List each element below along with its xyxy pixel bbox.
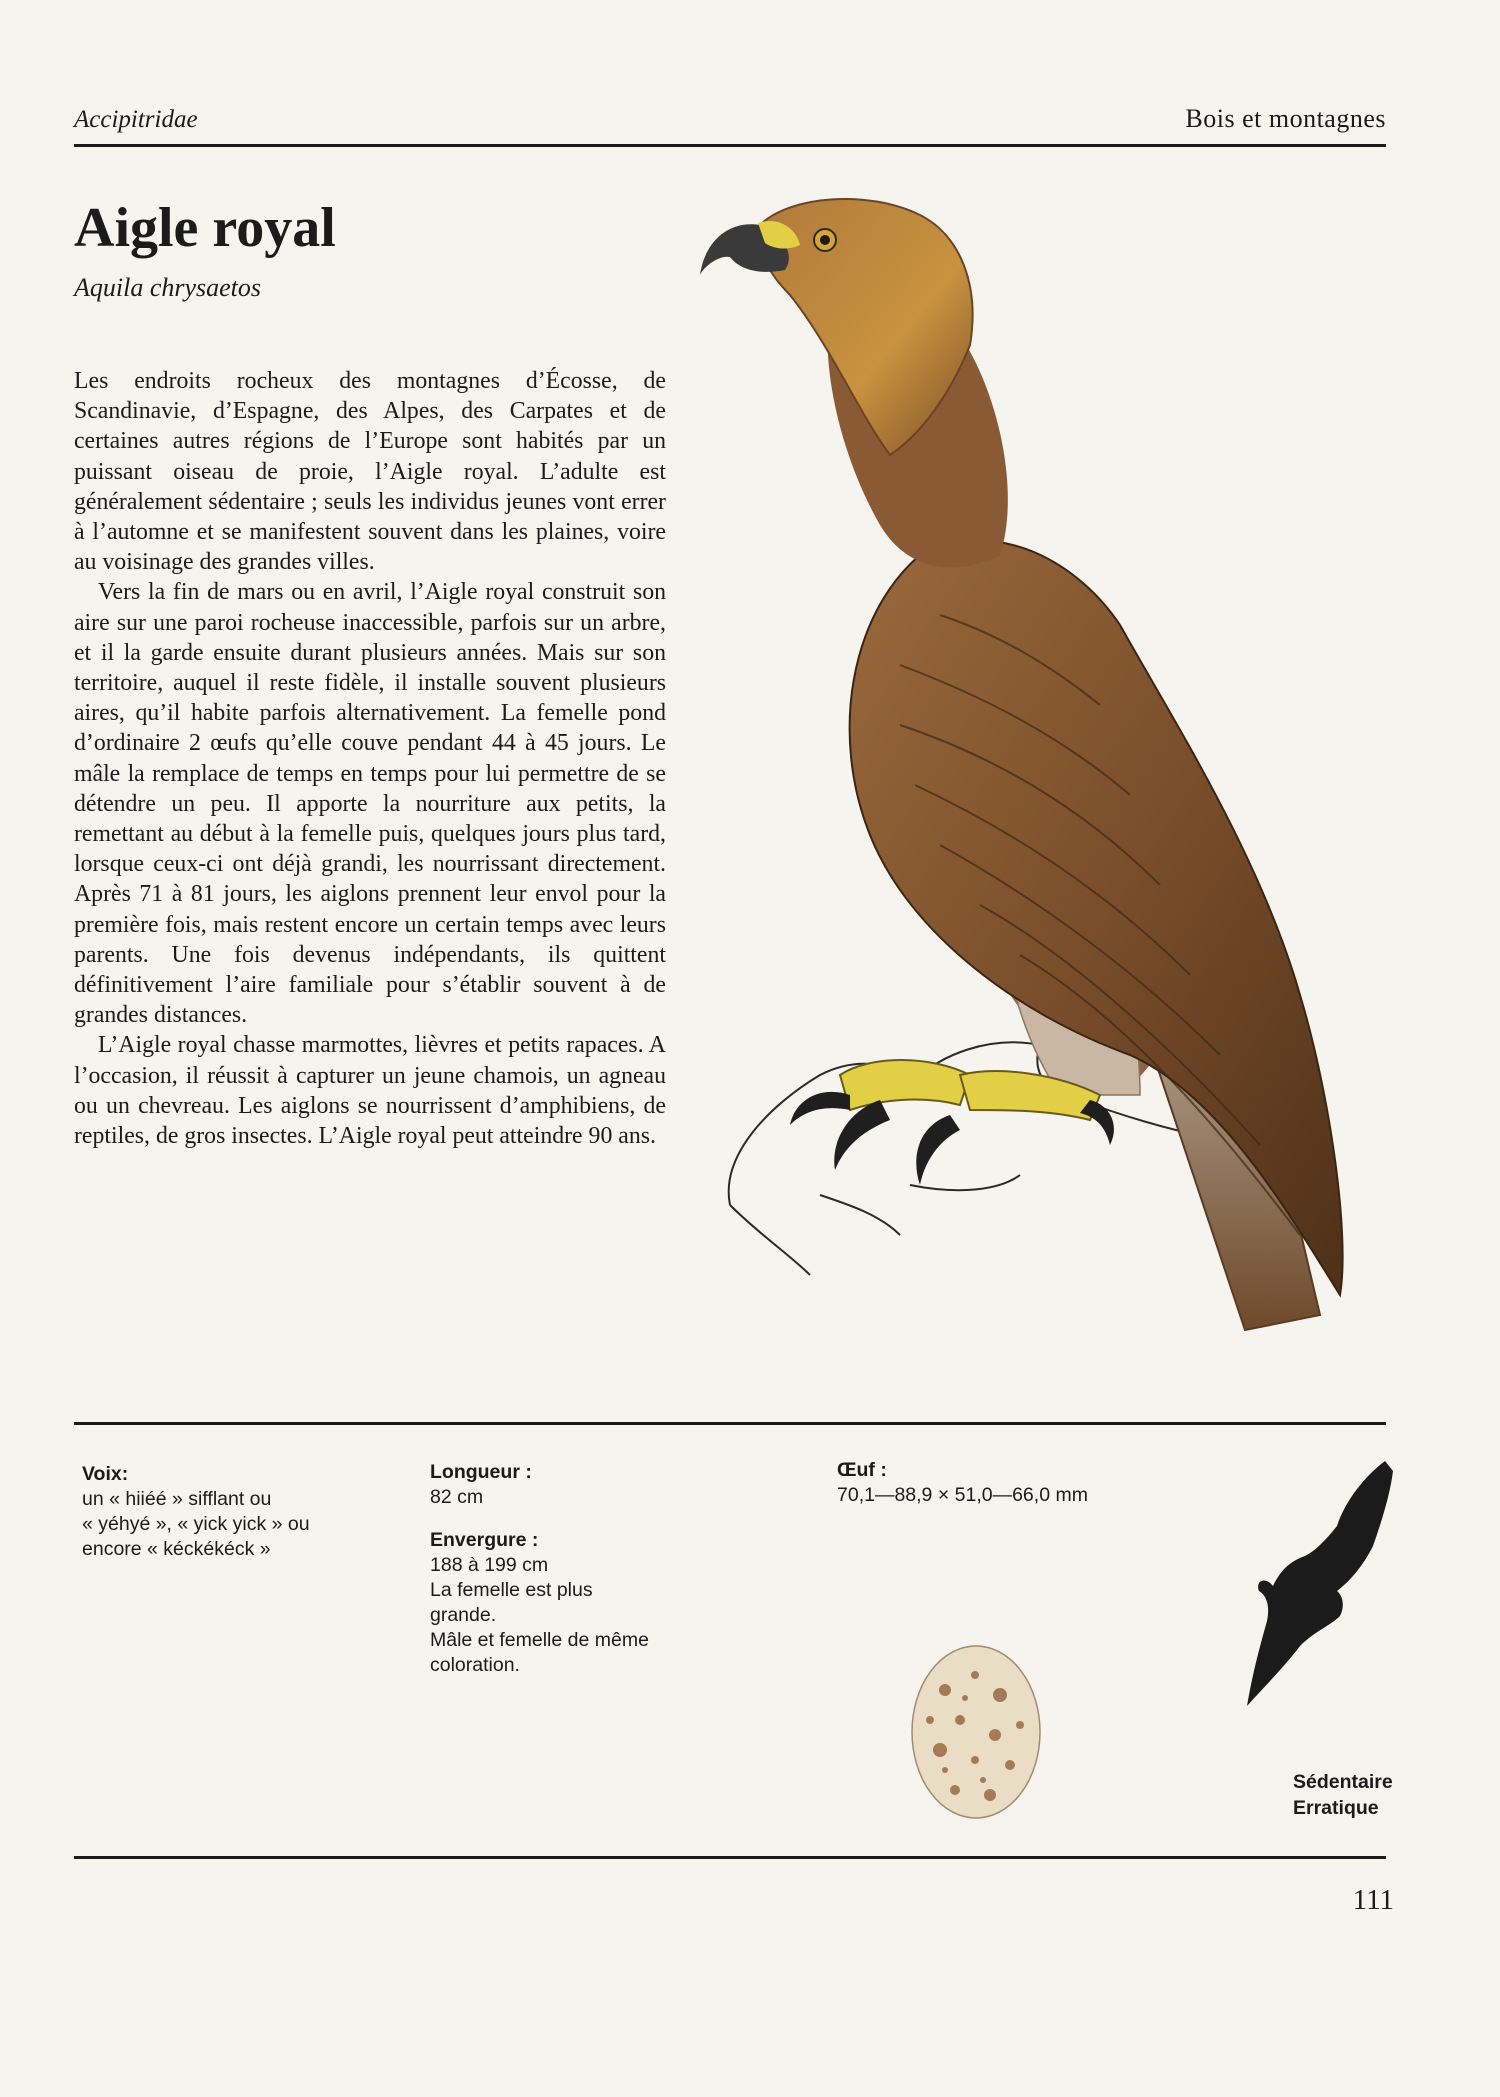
size-info: [430, 1460, 710, 1678]
info-top-rule: [74, 1422, 1386, 1425]
status-line: Sédentaire: [1293, 1771, 1393, 1793]
migration-status: [1293, 1769, 1393, 1821]
egg-dimensions: 70,1—88,9 × 51,0—66,0 mm: [837, 1484, 1088, 1506]
length-label: Longueur :: [430, 1461, 532, 1483]
page-number: 111: [1352, 1884, 1394, 1916]
latin-name: Aquila chrysaetos: [74, 273, 262, 302]
egg-info: [837, 1458, 1157, 1508]
header-rule: [74, 144, 1386, 147]
species-description: [74, 366, 666, 1151]
info-bottom-rule: [74, 1856, 1386, 1859]
wingspan-line: La femelle est plus: [430, 1579, 593, 1601]
paragraph-2: Vers la fin de mars ou en avril, l’Aigle royal construit son aire sur une paroi rocheuse inaccessible, parfois sur un arbre, et il la garde ensuite durant plusieurs années. Mais sur son territoire, auquel il reste fidèle, il installe souvent plusieurs aires, qu’il habite parfois alternativement. La femelle pond d’ordinaire 2 œufs qu’elle couve pendant 44 à 45 jours. Le mâle la remplace de temps en temps pour lui permettre de se détendre un peu. Il apporte la nourriture aux petits, la remettant au début à la femelle puis, quelques jours plus tard, lorsque ceux-ci ont déjà grandi, les nourrissant directement. Après 71 à 81 jours, les aiglons prennent leur envol pour la première fois, mais restent encore un certain temps avec leurs parents. Une fois devenus indépendants, ils quittent définitivement l’aire familiale pour s’établir souvent à de grandes distances.: [74, 579, 666, 1029]
species-title: Aigle royal: [74, 197, 336, 259]
perched-golden-eagle-illustration: [700, 195, 1460, 1405]
status-line: Erratique: [1293, 1797, 1379, 1819]
family-name: Accipitridae: [74, 106, 198, 133]
habitat-heading: Bois et montagnes: [1185, 104, 1386, 133]
wingspan-line: 188 à 199 cm: [430, 1554, 549, 1576]
egg-label: Œuf :: [837, 1459, 887, 1481]
wingspan-line: grande.: [430, 1604, 497, 1626]
wing: [850, 541, 1343, 1295]
wingspan-label: Envergure :: [430, 1529, 539, 1551]
wingspan-line: Mâle et femelle de même: [430, 1629, 649, 1651]
voice-line: un « hiiéé » sifflant ou: [82, 1488, 272, 1510]
voice-line: encore « kéckékéck »: [82, 1538, 271, 1560]
paragraph-3: L’Aigle royal chasse marmottes, lièvres et petits rapaces. A l’occasion, il réussit à capturer un jeune chamois, un agneau ou un chevreau. Les aiglons se nourrissent d’amphibiens, de reptiles, de gros insectes. L’Aigle royal peut atteindre 90 ans.: [74, 1032, 666, 1150]
voice-label: Voix:: [82, 1463, 129, 1485]
voice-line: « yéhyé », « yick yick » ou: [82, 1513, 310, 1535]
voice-info: [82, 1462, 362, 1562]
length-value: 82 cm: [430, 1486, 484, 1508]
speckled-egg-illustration: [905, 1640, 1047, 1824]
flying-eagle-silhouette-icon: [1245, 1456, 1395, 1716]
wingspan-line: coloration.: [430, 1654, 520, 1676]
paragraph-1: Les endroits rocheux des montagnes d’Écosse, de Scandinavie, d’Espagne, des Alpes, des Carpates et de certaines autres régions de l’Europe sont habités par un puissant oiseau de proie, l’Aigle royal. L’adulte est généralement sédentaire ; seuls les individus jeunes vont errer à l’automne et se manifestent souvent dans les plaines, voire au voisinage des grandes villes.: [74, 368, 666, 576]
